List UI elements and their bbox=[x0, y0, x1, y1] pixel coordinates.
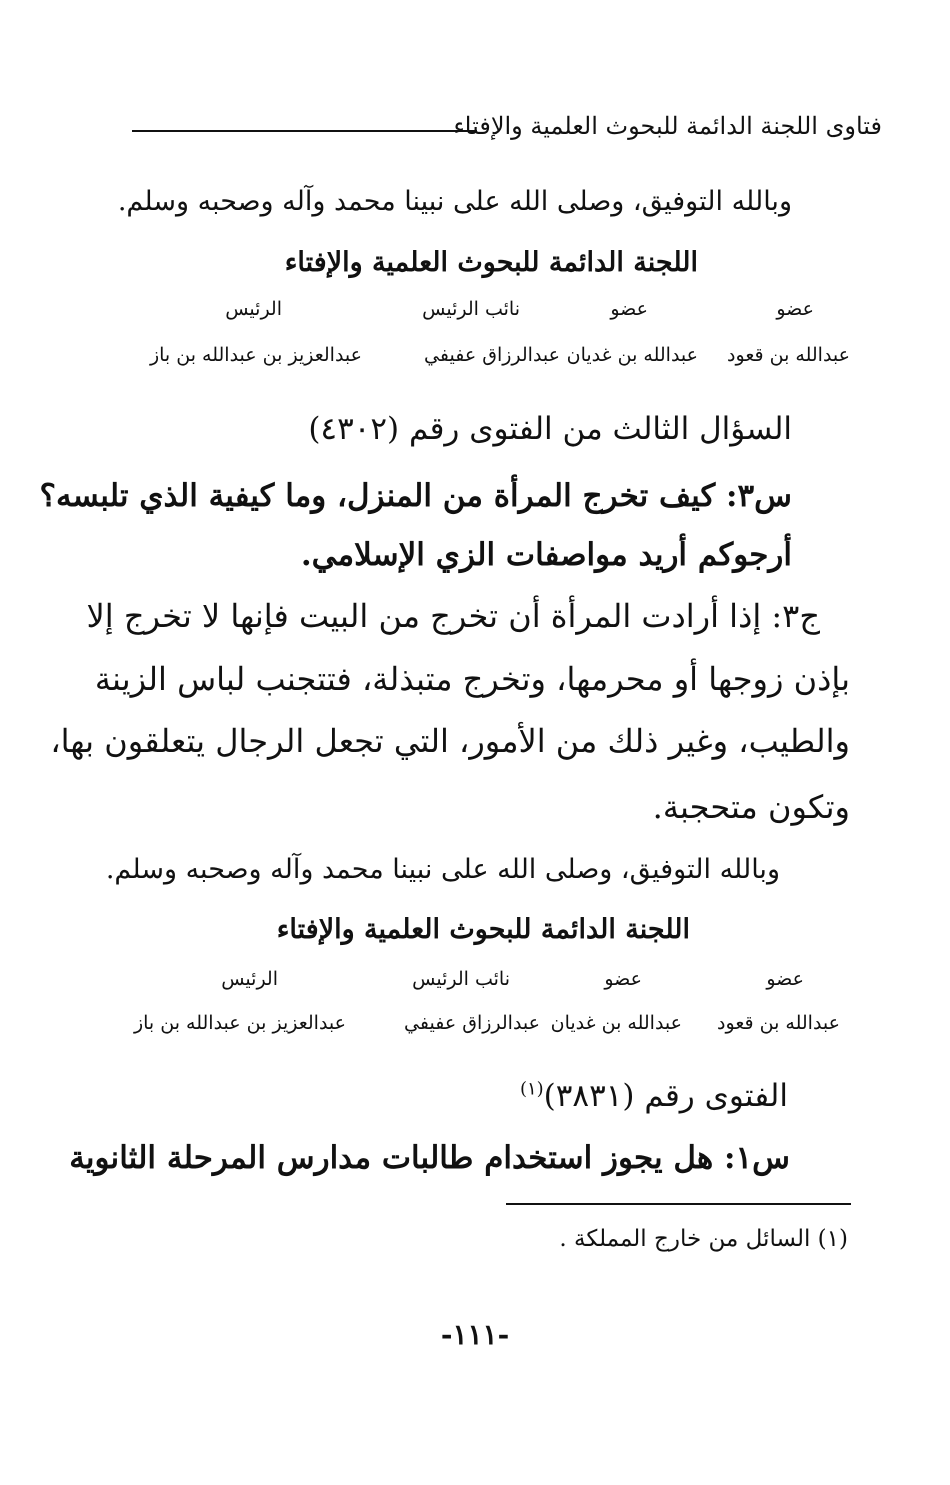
answer-text-line: والطيب، وغير ذلك من الأمور، التي تجعل الرجال يتعلقون بها، bbox=[50, 722, 850, 760]
signatory-role: نائب الرئيس bbox=[412, 968, 510, 990]
signatory-name: عبدالله بن قعود bbox=[727, 344, 850, 366]
signatory-name: عبدالله بن غديان bbox=[566, 344, 698, 366]
signatory-role: الرئيس bbox=[221, 968, 278, 990]
answer-text-line: بإذن زوجها أو محرمها، وتخرج متبذلة، فتتجنب لباس الزينة bbox=[94, 660, 850, 698]
question-text-line: أرجوكم أريد مواصفات الزي الإسلامي. bbox=[300, 537, 792, 573]
footnote-rule bbox=[506, 1203, 851, 1205]
closing-formula: وبالله التوفيق، وصلى الله على نبينا محمد وآله وصحبه وسلم. bbox=[105, 854, 780, 885]
fatwa-number-heading bbox=[520, 1078, 788, 1114]
committee-title: اللجنة الدائمة للبحوث العلمية والإفتاء bbox=[276, 914, 690, 945]
question-heading: السؤال الثالث من الفتوى رقم (٤٣٠٢) bbox=[308, 411, 792, 447]
signatory-name: عبدالرزاق عفيفي bbox=[424, 344, 560, 366]
page-number: -١١١- bbox=[440, 1318, 510, 1351]
signatory-role: الرئيس bbox=[225, 298, 282, 320]
signatory-role: عضو bbox=[766, 968, 804, 990]
header-rule bbox=[132, 130, 477, 132]
signatory-name: عبدالعزيز بن عبدالله بن باز bbox=[133, 1012, 346, 1034]
committee-title: اللجنة الدائمة للبحوث العلمية والإفتاء bbox=[284, 247, 698, 278]
signatory-role: عضو bbox=[610, 298, 648, 320]
signatory-name: عبدالله بن قعود bbox=[717, 1012, 840, 1034]
running-header-title: فتاوى اللجنة الدائمة للبحوث العلمية والإفتاء bbox=[453, 112, 882, 140]
signatory-name: عبدالعزيز بن عبدالله بن باز bbox=[149, 344, 362, 366]
signatory-role: عضو bbox=[604, 968, 642, 990]
signatory-role: نائب الرئيس bbox=[422, 298, 520, 320]
question-text-line: س١: هل يجوز استخدام طالبات مدارس المرحلة الثانوية bbox=[69, 1140, 790, 1176]
answer-text-line: ج٣: إذا أرادت المرأة أن تخرج من البيت فإنها لا تخرج إلا bbox=[86, 597, 820, 635]
closing-formula: وبالله التوفيق، وصلى الله على نبينا محمد وآله وصحبه وسلم. bbox=[117, 186, 792, 217]
footnote-text: (١) السائل من خارج المملكة . bbox=[559, 1226, 848, 1252]
fatwa-number-text: الفتوى رقم (٣٨٣١) bbox=[543, 1078, 788, 1114]
footnote-marker: (١) bbox=[519, 1078, 544, 1100]
signatory-name: عبدالله بن غديان bbox=[550, 1012, 682, 1034]
signatory-name: عبدالرزاق عفيفي bbox=[404, 1012, 540, 1034]
question-text-line: س٣: كيف تخرج المرأة من المنزل، وما كيفية الذي تلبسه؟ bbox=[39, 478, 792, 514]
signatory-role: عضو bbox=[776, 298, 814, 320]
answer-text-line: وتكون متحجبة. bbox=[652, 788, 850, 826]
